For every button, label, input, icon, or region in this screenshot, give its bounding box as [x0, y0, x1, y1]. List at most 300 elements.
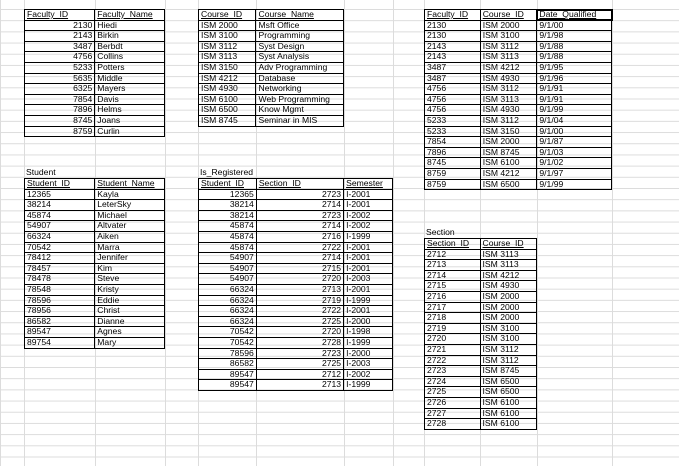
table-cell[interactable]: Davis [95, 94, 165, 105]
column-header[interactable]: Course_ID [480, 10, 537, 21]
registered-rows [199, 189, 393, 390]
table-cell[interactable]: Collins [95, 52, 165, 63]
table-cell[interactable]: ISM 3112 [480, 41, 537, 52]
column-header[interactable]: Section_ID [425, 239, 481, 250]
table-cell[interactable]: 78596 [25, 295, 95, 306]
table-cell[interactable]: 2719 [425, 323, 481, 334]
table-cell[interactable]: 2726 [425, 397, 481, 408]
table-cell[interactable]: 78596 [199, 348, 257, 359]
table-row [199, 84, 344, 95]
table-cell[interactable]: 2143 [25, 31, 95, 42]
table-cell[interactable]: Mayers [95, 84, 165, 95]
table-cell[interactable]: Web Programming [256, 94, 344, 105]
table-cell[interactable]: 89754 [25, 337, 95, 348]
table-cell[interactable]: 86582 [25, 316, 95, 327]
table-cell[interactable]: Aiken [95, 231, 165, 242]
table-cell[interactable]: 2725 [256, 316, 343, 327]
table-cell[interactable]: 8759 [25, 126, 95, 137]
table-cell[interactable]: Networking [256, 84, 344, 95]
table-row [199, 274, 393, 285]
table-cell[interactable]: 9/1/91 [537, 94, 612, 105]
table-cell[interactable]: ISM 3100 [480, 323, 536, 334]
table-cell[interactable]: I-1999 [344, 295, 393, 306]
table-row [425, 419, 537, 430]
table-row [199, 316, 393, 327]
table-cell[interactable]: 9/1/96 [537, 73, 612, 84]
table-row [425, 84, 612, 95]
table-cell[interactable]: 78478 [25, 274, 95, 285]
table-cell[interactable]: 2720 [256, 327, 343, 338]
column-header[interactable]: Course_ID [480, 239, 536, 250]
table-cell[interactable]: 2712 [256, 369, 343, 380]
table-cell[interactable]: 66324 [199, 306, 257, 317]
table-cell[interactable]: 2143 [425, 41, 481, 52]
table-cell[interactable]: 89547 [199, 380, 257, 391]
table-cell[interactable]: 4756 [425, 84, 481, 95]
table-cell[interactable]: 8759 [425, 179, 481, 190]
table-cell[interactable]: 2725 [256, 359, 343, 370]
table-cell[interactable]: ISM 6100 [199, 94, 256, 105]
table-cell[interactable]: ISM 4930 [480, 105, 537, 116]
table-cell[interactable]: 2723 [425, 366, 481, 377]
table-cell[interactable]: 89547 [25, 327, 95, 338]
table-cell[interactable]: 45874 [199, 231, 257, 242]
table-row [199, 41, 344, 52]
table-cell[interactable]: 2725 [425, 387, 481, 398]
table-cell[interactable]: I-2000 [344, 348, 393, 359]
table-cell[interactable]: 12365 [199, 189, 257, 200]
table-cell[interactable]: ISM 3100 [480, 31, 537, 42]
table-cell[interactable]: 2714 [425, 270, 481, 281]
table-cell[interactable]: 9/1/91 [537, 84, 612, 95]
column-header[interactable]: Student_ID [199, 179, 257, 190]
table-cell[interactable]: 9/1/00 [537, 20, 612, 31]
table-cell[interactable]: I-1999 [344, 231, 393, 242]
table-cell[interactable]: 2130 [25, 20, 95, 31]
table-cell[interactable]: 9/1/87 [537, 137, 612, 148]
table-cell[interactable]: 45874 [25, 210, 95, 221]
table-cell[interactable]: Birkin [95, 31, 165, 42]
table-cell[interactable]: ISM 3112 [480, 344, 536, 355]
table-cell[interactable]: 3487 [25, 41, 95, 52]
section-table [424, 238, 537, 430]
table-cell[interactable]: ISM 6100 [480, 397, 536, 408]
table-cell[interactable]: 4756 [25, 52, 95, 63]
table-cell[interactable]: Syst Design [256, 41, 344, 52]
table-row [425, 31, 612, 42]
table-cell[interactable]: 2720 [256, 274, 343, 285]
table-row [425, 302, 537, 313]
table-cell[interactable]: Altvater [95, 221, 165, 232]
table-cell[interactable]: ISM 3100 [480, 334, 536, 345]
student-rows [25, 189, 165, 348]
table-row [25, 189, 165, 200]
table-cell[interactable]: 2724 [425, 376, 481, 387]
table-cell[interactable]: 8745 [425, 158, 481, 169]
table-row [425, 291, 537, 302]
table-cell[interactable]: ISM 2000 [480, 313, 536, 324]
table-cell[interactable]: Curlin [95, 126, 165, 137]
table-cell[interactable]: 4756 [425, 94, 481, 105]
table-row [425, 52, 612, 63]
table-cell[interactable]: I-2001 [344, 242, 393, 253]
table-cell[interactable]: 86582 [199, 359, 257, 370]
table-row [199, 31, 344, 42]
table-cell[interactable]: 45874 [199, 221, 257, 232]
table-cell[interactable]: 9/1/95 [537, 62, 612, 73]
table-cell[interactable]: Berbdt [95, 41, 165, 52]
table-row [425, 323, 537, 334]
table-row [25, 84, 165, 95]
table-cell[interactable]: ISM 4212 [480, 62, 537, 73]
column-header[interactable]: Student_ID [25, 179, 95, 190]
table-row [425, 179, 612, 190]
table-row [25, 242, 165, 253]
table-cell[interactable]: 9/1/99 [537, 179, 612, 190]
table-row [199, 284, 393, 295]
table-row [199, 359, 393, 370]
table-cell[interactable]: ISM 3113 [199, 52, 256, 63]
table-cell[interactable]: I-2000 [344, 316, 393, 327]
table-cell[interactable]: I-2001 [344, 189, 393, 200]
table-cell[interactable]: 5635 [25, 73, 95, 84]
table-cell[interactable]: Kristy [95, 284, 165, 295]
table-row [25, 295, 165, 306]
table-cell[interactable]: ISM 2000 [480, 302, 536, 313]
table-row [199, 62, 344, 73]
table-cell[interactable]: 2720 [425, 334, 481, 345]
table-cell[interactable]: I-1999 [344, 337, 393, 348]
table-cell[interactable]: 2713 [256, 284, 343, 295]
table-cell[interactable]: 78956 [25, 306, 95, 317]
table-cell[interactable]: ISM 8745 [480, 366, 536, 377]
table-row [25, 52, 165, 63]
table-cell[interactable]: 54907 [199, 253, 257, 264]
table-cell[interactable]: I-2001 [344, 284, 393, 295]
table-row [425, 355, 537, 366]
table-cell[interactable]: ISM 3100 [199, 31, 256, 42]
table-cell[interactable]: 9/1/97 [537, 168, 612, 179]
table-cell[interactable]: 2723 [256, 348, 343, 359]
table-row [425, 281, 537, 292]
table-row [199, 221, 393, 232]
table-cell[interactable]: Marra [95, 242, 165, 253]
table-cell[interactable]: ISM 3113 [480, 260, 536, 271]
table-cell[interactable]: 45874 [199, 242, 257, 253]
table-cell[interactable]: 2130 [425, 20, 481, 31]
table-cell[interactable]: 2718 [425, 313, 481, 324]
table-cell[interactable]: 2728 [256, 337, 343, 348]
table-cell[interactable]: Mary [95, 337, 165, 348]
table-cell[interactable]: Programming [256, 31, 344, 42]
table-cell[interactable]: 7896 [425, 147, 481, 158]
table-cell[interactable]: Know Mgmt [256, 105, 344, 116]
table-row [199, 231, 393, 242]
table-cell[interactable]: I-1998 [344, 327, 393, 338]
column-header[interactable]: Course_Name [256, 10, 344, 21]
table-cell[interactable]: ISM 6500 [480, 179, 537, 190]
table-row [425, 126, 612, 137]
table-cell[interactable]: ISM 6100 [480, 158, 537, 169]
table-row [425, 62, 612, 73]
table-cell[interactable]: 66324 [199, 316, 257, 327]
table-cell[interactable]: 2728 [425, 419, 481, 430]
table-cell[interactable]: 5233 [425, 115, 481, 126]
table-cell[interactable]: ISM 6100 [480, 408, 536, 419]
table-row [25, 115, 165, 126]
table-row [199, 380, 393, 391]
table-row [199, 52, 344, 63]
table-cell[interactable]: Database [256, 73, 344, 84]
table-cell[interactable]: ISM 2000 [480, 291, 536, 302]
table-cell[interactable]: 3487 [425, 62, 481, 73]
table-row [199, 20, 344, 31]
course-table [198, 9, 344, 127]
table-cell[interactable]: 2722 [256, 242, 343, 253]
table-cell[interactable]: 54907 [199, 274, 257, 285]
table-cell[interactable]: 2143 [425, 52, 481, 63]
table-cell[interactable]: 2723 [256, 189, 343, 200]
table-cell[interactable]: ISM 4930 [199, 84, 256, 95]
table-cell[interactable]: 12365 [25, 189, 95, 200]
table-cell[interactable]: ISM 4930 [480, 73, 537, 84]
table-cell[interactable]: Eddie [95, 295, 165, 306]
column-header[interactable]: Student_Name [95, 179, 165, 190]
table-cell[interactable]: ISM 2000 [480, 20, 537, 31]
table-cell[interactable]: ISM 8745 [199, 115, 256, 126]
table-row [25, 253, 165, 264]
table-cell[interactable]: 4756 [425, 105, 481, 116]
table-row [425, 344, 537, 355]
table-cell[interactable]: 9/1/99 [537, 105, 612, 116]
table-cell[interactable]: LeterSky [95, 200, 165, 211]
table-cell[interactable]: 9/1/88 [537, 52, 612, 63]
table-cell[interactable]: Michael [95, 210, 165, 221]
table-cell[interactable]: ISM 3150 [480, 126, 537, 137]
table-cell[interactable]: ISM 3113 [480, 94, 537, 105]
table-row [25, 284, 165, 295]
column-header[interactable]: Course_ID [199, 10, 256, 21]
table-cell[interactable]: 89547 [199, 369, 257, 380]
table-row [199, 348, 393, 359]
table-cell[interactable]: 8759 [425, 168, 481, 179]
table-cell[interactable]: Helms [95, 105, 165, 116]
table-cell[interactable]: Hiedi [95, 20, 165, 31]
table-cell[interactable]: 2723 [256, 210, 343, 221]
table-row [199, 253, 393, 264]
student-table [24, 178, 165, 349]
table-cell[interactable]: 2721 [425, 344, 481, 355]
table-row [25, 231, 165, 242]
selected-cell[interactable]: Date_Qualified [537, 10, 612, 21]
table-cell[interactable]: 5233 [425, 126, 481, 137]
column-header[interactable]: Faculty_Name [95, 10, 165, 21]
table-cell[interactable]: ISM 4212 [480, 270, 536, 281]
table-cell[interactable]: ISM 3112 [199, 41, 256, 52]
table-cell[interactable]: 38214 [25, 200, 95, 211]
table-cell[interactable]: I-2001 [344, 200, 393, 211]
table-cell[interactable]: I-1999 [344, 380, 393, 391]
table-row [25, 73, 165, 84]
table-cell[interactable]: 7896 [25, 105, 95, 116]
table-cell[interactable]: 66324 [25, 231, 95, 242]
table-cell[interactable]: I-2003 [344, 359, 393, 370]
table-cell[interactable]: ISM 4930 [480, 281, 536, 292]
column-header[interactable]: Faculty_ID [25, 10, 95, 21]
table-cell[interactable]: 54907 [199, 263, 257, 274]
table-row [425, 397, 537, 408]
table-cell[interactable]: Kim [95, 263, 165, 274]
course-rows [199, 20, 344, 126]
table-cell[interactable]: 3487 [425, 73, 481, 84]
table-cell[interactable]: 2719 [256, 295, 343, 306]
table-cell[interactable]: Christ [95, 306, 165, 317]
table-cell[interactable]: I-2001 [344, 263, 393, 274]
section-rows [425, 249, 537, 429]
table-cell[interactable]: I-2001 [344, 306, 393, 317]
column-header[interactable]: Semester [344, 179, 393, 190]
table-cell[interactable]: 78412 [25, 253, 95, 264]
qualified-table [424, 9, 612, 190]
table-cell[interactable]: 6325 [25, 84, 95, 95]
table-cell[interactable]: 54907 [25, 221, 95, 232]
table-cell[interactable]: Adv Programming [256, 62, 344, 73]
table-row [25, 31, 165, 42]
table-cell[interactable]: Jennifer [95, 253, 165, 264]
student-table-title: Student [26, 167, 56, 177]
table-row [425, 387, 537, 398]
table-cell[interactable]: Steve [95, 274, 165, 285]
table-row [25, 20, 165, 31]
table-cell[interactable]: I-2001 [344, 253, 393, 264]
table-cell[interactable]: I-2002 [344, 369, 393, 380]
table-cell[interactable]: ISM 3150 [199, 62, 256, 73]
table-cell[interactable]: 66324 [199, 295, 257, 306]
table-row [425, 270, 537, 281]
table-cell[interactable]: Potters [95, 62, 165, 73]
table-row [425, 366, 537, 377]
table-cell[interactable]: Agnes [95, 327, 165, 338]
table-row [425, 20, 612, 31]
table-cell[interactable]: 2727 [425, 408, 481, 419]
table-cell[interactable]: Seminar in MIS [256, 115, 344, 126]
table-cell[interactable]: ISM 3112 [480, 115, 537, 126]
table-cell[interactable]: 5233 [25, 62, 95, 73]
table-row [199, 200, 393, 211]
table-cell[interactable]: 2722 [425, 355, 481, 366]
table-row [25, 316, 165, 327]
table-cell[interactable]: 38214 [199, 200, 257, 211]
table-cell[interactable]: ISM 3113 [480, 249, 536, 260]
table-row [199, 327, 393, 338]
table-cell[interactable]: Kayla [95, 189, 165, 200]
table-cell[interactable]: 9/1/88 [537, 41, 612, 52]
table-cell[interactable]: 66324 [199, 284, 257, 295]
table-cell[interactable]: I-2003 [344, 274, 393, 285]
table-cell[interactable]: 38214 [199, 210, 257, 221]
column-header[interactable]: Section_ID [256, 179, 343, 190]
table-cell[interactable]: ISM 2000 [199, 20, 256, 31]
table-cell[interactable]: 2716 [256, 231, 343, 242]
table-cell[interactable]: 2722 [256, 306, 343, 317]
table-cell[interactable]: Joans [95, 115, 165, 126]
table-cell[interactable]: 9/1/98 [537, 31, 612, 42]
table-cell[interactable]: Msft Office [256, 20, 344, 31]
table-cell[interactable]: Syst Analysis [256, 52, 344, 63]
table-cell[interactable]: 2716 [425, 291, 481, 302]
table-row [199, 115, 344, 126]
table-row [425, 41, 612, 52]
table-cell[interactable]: Dianne [95, 316, 165, 327]
table-row [25, 94, 165, 105]
table-row [25, 41, 165, 52]
table-cell[interactable]: ISM 3112 [480, 84, 537, 95]
table-cell[interactable]: 78457 [25, 263, 95, 274]
table-cell[interactable]: 2712 [425, 249, 481, 260]
table-cell[interactable]: I-2002 [344, 221, 393, 232]
table-cell[interactable]: 70542 [199, 337, 257, 348]
table-row [199, 73, 344, 84]
table-cell[interactable]: 2715 [425, 281, 481, 292]
table-row [425, 260, 537, 271]
table-cell[interactable]: ISM 3113 [480, 52, 537, 63]
table-cell[interactable]: 2130 [425, 31, 481, 42]
table-cell[interactable]: 2714 [256, 200, 343, 211]
table-cell[interactable]: Middle [95, 73, 165, 84]
table-cell[interactable]: 70542 [25, 242, 95, 253]
table-row [25, 263, 165, 274]
table-cell[interactable]: ISM 6500 [199, 105, 256, 116]
table-cell[interactable]: 9/1/00 [537, 126, 612, 137]
table-cell[interactable]: 2717 [425, 302, 481, 313]
table-cell[interactable]: 9/1/02 [537, 158, 612, 169]
table-row [199, 94, 344, 105]
table-row [199, 295, 393, 306]
table-cell[interactable]: ISM 3112 [480, 355, 536, 366]
table-cell[interactable]: ISM 4212 [480, 168, 537, 179]
table-cell[interactable]: ISM 6100 [480, 419, 536, 430]
column-header[interactable]: Faculty_ID [425, 10, 481, 21]
qualified-rows [425, 20, 612, 190]
table-cell[interactable]: 7854 [25, 94, 95, 105]
table-cell[interactable]: 9/1/03 [537, 147, 612, 158]
registered-table-title: Is_Registered [200, 167, 254, 177]
table-cell[interactable]: 70542 [199, 327, 257, 338]
table-cell[interactable]: I-2002 [344, 210, 393, 221]
table-row [425, 168, 612, 179]
table-row [425, 73, 612, 84]
table-cell[interactable]: 8745 [25, 115, 95, 126]
table-row [25, 306, 165, 317]
table-cell[interactable]: 9/1/04 [537, 115, 612, 126]
table-cell[interactable]: 2714 [256, 221, 343, 232]
table-cell[interactable]: ISM 8745 [480, 147, 537, 158]
table-cell[interactable]: 2714 [256, 253, 343, 264]
table-cell[interactable]: 7854 [425, 137, 481, 148]
table-cell[interactable]: 2715 [256, 263, 343, 274]
table-cell[interactable]: ISM 4212 [199, 73, 256, 84]
table-row [425, 137, 612, 148]
table-cell[interactable]: 2713 [425, 260, 481, 271]
table-row [25, 126, 165, 137]
table-cell[interactable]: 2713 [256, 380, 343, 391]
table-cell[interactable]: ISM 2000 [480, 137, 537, 148]
table-cell[interactable]: ISM 6500 [480, 387, 536, 398]
table-row [199, 210, 393, 221]
faculty-table [24, 9, 165, 137]
table-cell[interactable]: 78548 [25, 284, 95, 295]
table-cell[interactable]: ISM 6500 [480, 376, 536, 387]
